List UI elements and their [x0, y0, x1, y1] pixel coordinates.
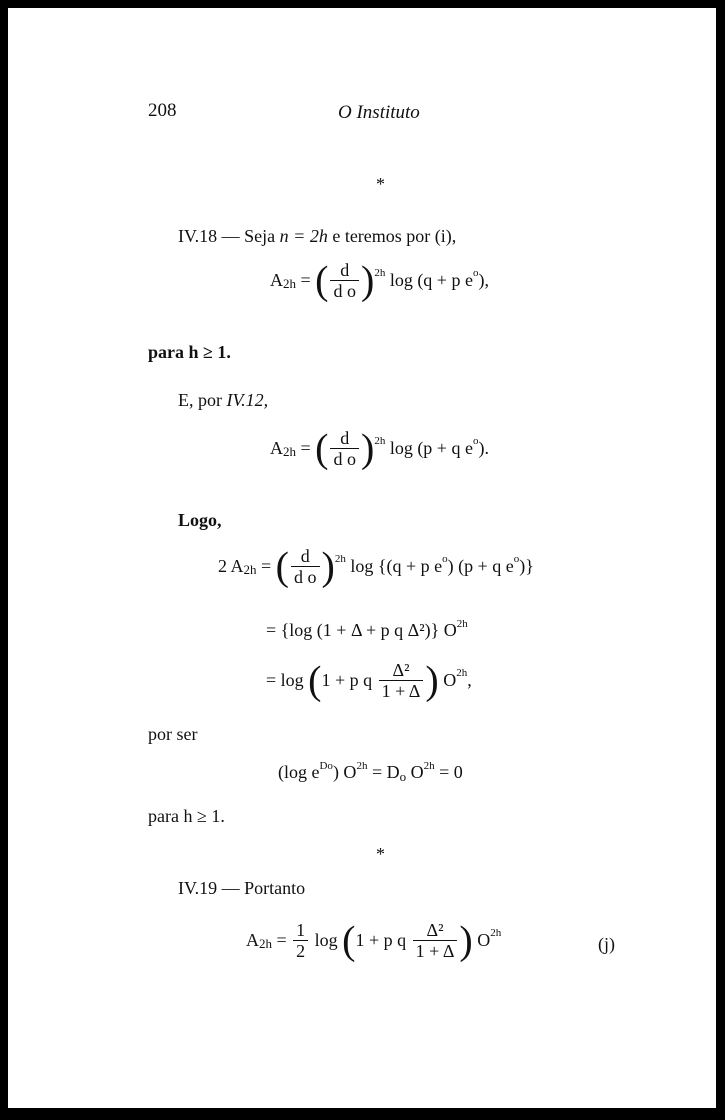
equation-4: = {log (1 + Δ + p q Δ²)} $O^{2h}$	[266, 618, 468, 640]
equation-5: = log (1 + p q $\frac{\text{Δ²}}{1 + \Delta}$ ) $O^{2h}$,	[266, 657, 472, 703]
logo-text: Logo,	[178, 510, 222, 530]
equation-6: (log $e^{Do}$) $O^{2h} = Do$ $O^{2h} = 0$	[278, 760, 463, 784]
one-half-fraction: $\frac{1}{2}$	[293, 920, 308, 961]
equation-2: A2h = ( $\frac{d}{\text{d o}}$ )$^{2h}$ log (p + q $e^o$).	[270, 425, 489, 471]
n-equals: n = 2h	[279, 226, 328, 246]
section-18-rest: e teremos por (i),	[332, 226, 457, 246]
section-18-heading-line	[178, 226, 456, 247]
section-18-heading: IV.18 — Seja	[178, 226, 276, 246]
equation-label-j: (j)	[598, 934, 615, 954]
eqj-fraction: $\frac{\text{Δ²}}{1 + \Delta}$	[413, 920, 458, 961]
por-ser-text: por ser	[148, 724, 198, 744]
equation-3: 2 A2h = ( $\frac{d}{\text{d o}}$ )$^{2h}$ log {(q + p $e^o$) (p + q $e^o$)}	[218, 543, 534, 589]
eq1-fraction: $\frac{d}{\text{d o}}$	[330, 260, 359, 301]
condition-1: para h ≥ 1.	[148, 342, 231, 362]
equation-1: A2h = ( $\frac{d}{\text{d o}}$ )$^{2h}$ log (q + p $e^o$),	[270, 257, 489, 303]
reference-iv12: IV.12,	[226, 390, 269, 410]
eq5-fraction: $\frac{\text{Δ²}}{1 + \Delta}$	[379, 660, 424, 701]
eq2-fraction: $\frac{d}{\text{d o}}$	[330, 428, 359, 469]
por-line: E, por IV.12,	[178, 390, 269, 410]
eq1-rhs: log (q + p e	[389, 270, 473, 290]
equation-j: A2h = $\frac{1}{2}$ log (1 + p q $\frac{\text{Δ²}}{1 + \Delta}$ ) $O^{2h}$	[246, 917, 502, 963]
condition-2: para h ≥ 1.	[148, 806, 225, 826]
running-title: O Instituto	[338, 102, 420, 123]
eq1-lhs-sub: 2h	[283, 275, 296, 291]
eq1-lhs: A	[270, 270, 283, 290]
separator-asterisk: *	[376, 174, 385, 194]
document-page	[8, 8, 716, 1108]
eq3-fraction: $\frac{d}{\text{d o}}$	[291, 546, 320, 587]
separator-asterisk-2: *	[376, 844, 385, 864]
eq1-exponent: 2h	[374, 266, 386, 279]
page-number: 208	[148, 100, 177, 121]
section-19-heading: IV.19 — Portanto	[178, 878, 306, 898]
